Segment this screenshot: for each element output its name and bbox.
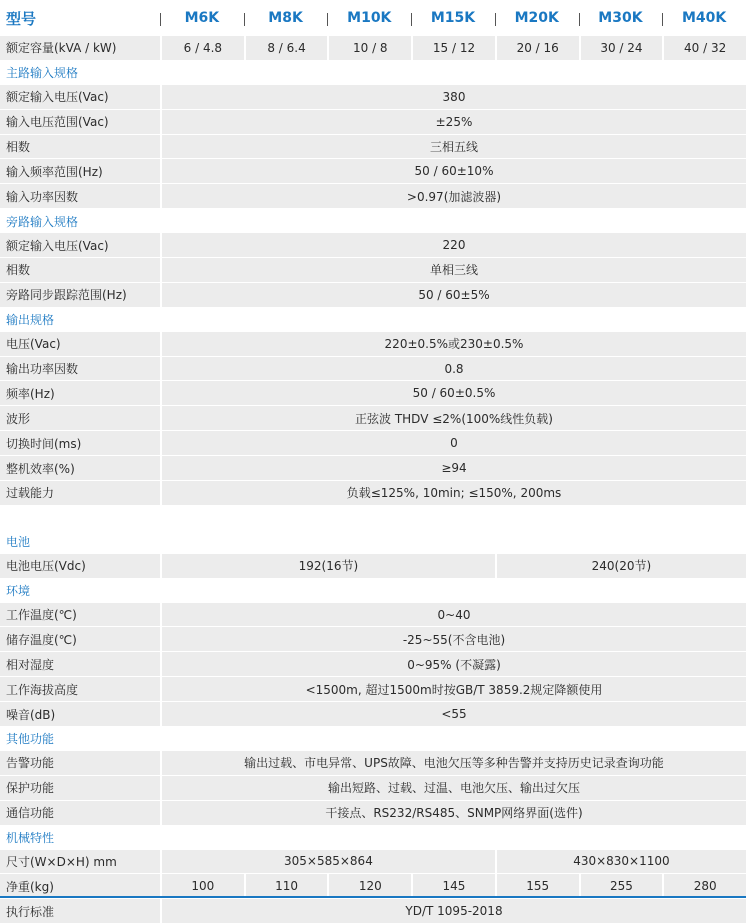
cell: ≥94 [160, 456, 746, 480]
row-label: 输入功率因数 [6, 189, 79, 204]
table-row [0, 899, 746, 924]
row-label: 尺寸(W×D×H) mm [6, 854, 117, 869]
row-label: 相对湿度 [6, 657, 55, 672]
cell: 0~95% (不凝露) [160, 652, 746, 676]
cell: <55 [160, 702, 746, 726]
cell: 220 [160, 233, 746, 257]
row-label: 频率(Hz) [6, 386, 55, 401]
section-output: 输出规格 [6, 313, 55, 328]
table-row [0, 702, 746, 727]
row-label: 通信功能 [6, 806, 55, 821]
section-mechanical: 机械特性 [6, 831, 55, 846]
cell: 6 / 4.8 [160, 36, 244, 60]
model-label: 型号 [6, 9, 37, 28]
cell: <1500m, 超过1500m时按GB/T 3859.2规定降额使用 [160, 677, 746, 701]
cell: 120 [327, 874, 411, 898]
table-row [0, 850, 746, 875]
row-label: 过载能力 [6, 486, 55, 501]
cell: 0.8 [160, 357, 746, 381]
table-row [0, 677, 746, 702]
table-row [0, 135, 746, 160]
table-row [0, 627, 746, 652]
table-row [0, 801, 746, 826]
model-m10k: M10K [327, 10, 411, 26]
row-label: 输出功率因数 [6, 362, 79, 377]
row-label: 整机效率(%) [6, 461, 75, 476]
cell: 50 / 60±10% [160, 159, 746, 183]
table-row [0, 184, 746, 209]
row-label: 保护功能 [6, 781, 55, 796]
bottom-divider [0, 896, 746, 898]
cell: 430×830×1100 [495, 850, 746, 874]
cell: 30 / 24 [579, 36, 663, 60]
row-label: 净重(kg) [6, 879, 54, 894]
row-label: 额定输入电压(Vac) [6, 90, 109, 105]
cell: 100 [160, 874, 244, 898]
row-label: 波形 [6, 411, 31, 426]
cell: 正弦波 THDV ≤2%(100%线性负载) [160, 406, 746, 430]
cell: 单相三线 [160, 258, 746, 282]
cell: -25~55(不含电池) [160, 627, 746, 651]
table-row [0, 456, 746, 481]
cell: 负载≤125%, 10min; ≤150%, 200ms [160, 481, 746, 505]
row-label: 电压(Vac) [6, 337, 61, 352]
cell: ±25% [160, 110, 746, 134]
cell: 305×585×864 [160, 850, 495, 874]
row-label: 切换时间(ms) [6, 436, 82, 451]
row-label: 旁路同步跟踪范围(Hz) [6, 288, 127, 303]
model-m6k: M6K [160, 10, 244, 26]
section-main-input: 主路输入规格 [6, 66, 79, 81]
table-row [0, 258, 746, 283]
cell: 50 / 60±0.5% [160, 381, 746, 405]
rated-capacity-row [0, 36, 746, 61]
cell: 输出短路、过载、过温、电池欠压、输出过欠压 [160, 776, 746, 800]
cell: 三相五线 [160, 135, 746, 159]
table-row [0, 159, 746, 184]
table-row [0, 751, 746, 776]
section-other: 其他功能 [6, 732, 55, 747]
model-m8k: M8K [244, 10, 328, 26]
table-row [0, 233, 746, 258]
table-row [0, 110, 746, 135]
spacer [0, 506, 746, 530]
cell: 20 / 16 [495, 36, 579, 60]
cell: 干接点、RS232/RS485、SNMP网络界面(选件) [160, 801, 746, 825]
cell: 380 [160, 85, 746, 109]
model-m20k: M20K [495, 10, 579, 26]
table-row [0, 85, 746, 110]
row-label: 工作海拔高度 [6, 682, 79, 697]
table-row [0, 357, 746, 382]
cell: 15 / 12 [411, 36, 495, 60]
cell: 10 / 8 [327, 36, 411, 60]
cell: 输出过载、市电异常、UPS故障、电池欠压等多种告警并支持历史记录查询功能 [160, 751, 746, 775]
cell: 0~40 [160, 603, 746, 627]
table-row [0, 406, 746, 431]
row-label: 储存温度(℃) [6, 632, 77, 647]
section-battery: 电池 [6, 535, 31, 550]
table-row [0, 431, 746, 456]
row-label: 噪音(dB) [6, 707, 56, 722]
section-bypass-input: 旁路输入规格 [6, 214, 79, 229]
table-row [0, 603, 746, 628]
row-label: 工作温度(℃) [6, 608, 77, 623]
row-label: 电池电压(Vdc) [6, 559, 86, 574]
table-row [0, 481, 746, 506]
cell: 110 [244, 874, 328, 898]
cell: 240(20节) [495, 554, 746, 578]
header-row [0, 0, 746, 36]
row-label: 输入频率范围(Hz) [6, 164, 103, 179]
cell: >0.97(加滤波器) [160, 184, 746, 208]
row-label: 额定容量(kVA / kW) [6, 41, 117, 56]
cell: 192(16节) [160, 554, 495, 578]
table-row [0, 332, 746, 357]
cell: 0 [160, 431, 746, 455]
table-row [0, 554, 746, 579]
cell: 145 [411, 874, 495, 898]
row-label: 额定输入电压(Vac) [6, 238, 109, 253]
table-row [0, 283, 746, 308]
cell: 8 / 6.4 [244, 36, 328, 60]
cell: 255 [579, 874, 663, 898]
table-row [0, 776, 746, 801]
table-row [0, 381, 746, 406]
cell: 220±0.5%或230±0.5% [160, 332, 746, 356]
row-label: 执行标准 [6, 904, 55, 919]
model-m30k: M30K [579, 10, 663, 26]
row-label: 输入电压范围(Vac) [6, 115, 109, 130]
model-m15k: M15K [411, 10, 495, 26]
row-label: 相数 [6, 263, 31, 278]
table-row [0, 652, 746, 677]
model-m40k: M40K [662, 10, 746, 26]
cell: 155 [495, 874, 579, 898]
cell: YD/T 1095-2018 [160, 899, 746, 923]
cell: 280 [662, 874, 746, 898]
cell: 50 / 60±5% [160, 283, 746, 307]
cell: 40 / 32 [662, 36, 746, 60]
row-label: 告警功能 [6, 756, 55, 771]
row-label: 相数 [6, 140, 31, 154]
section-environment: 环境 [6, 584, 31, 599]
